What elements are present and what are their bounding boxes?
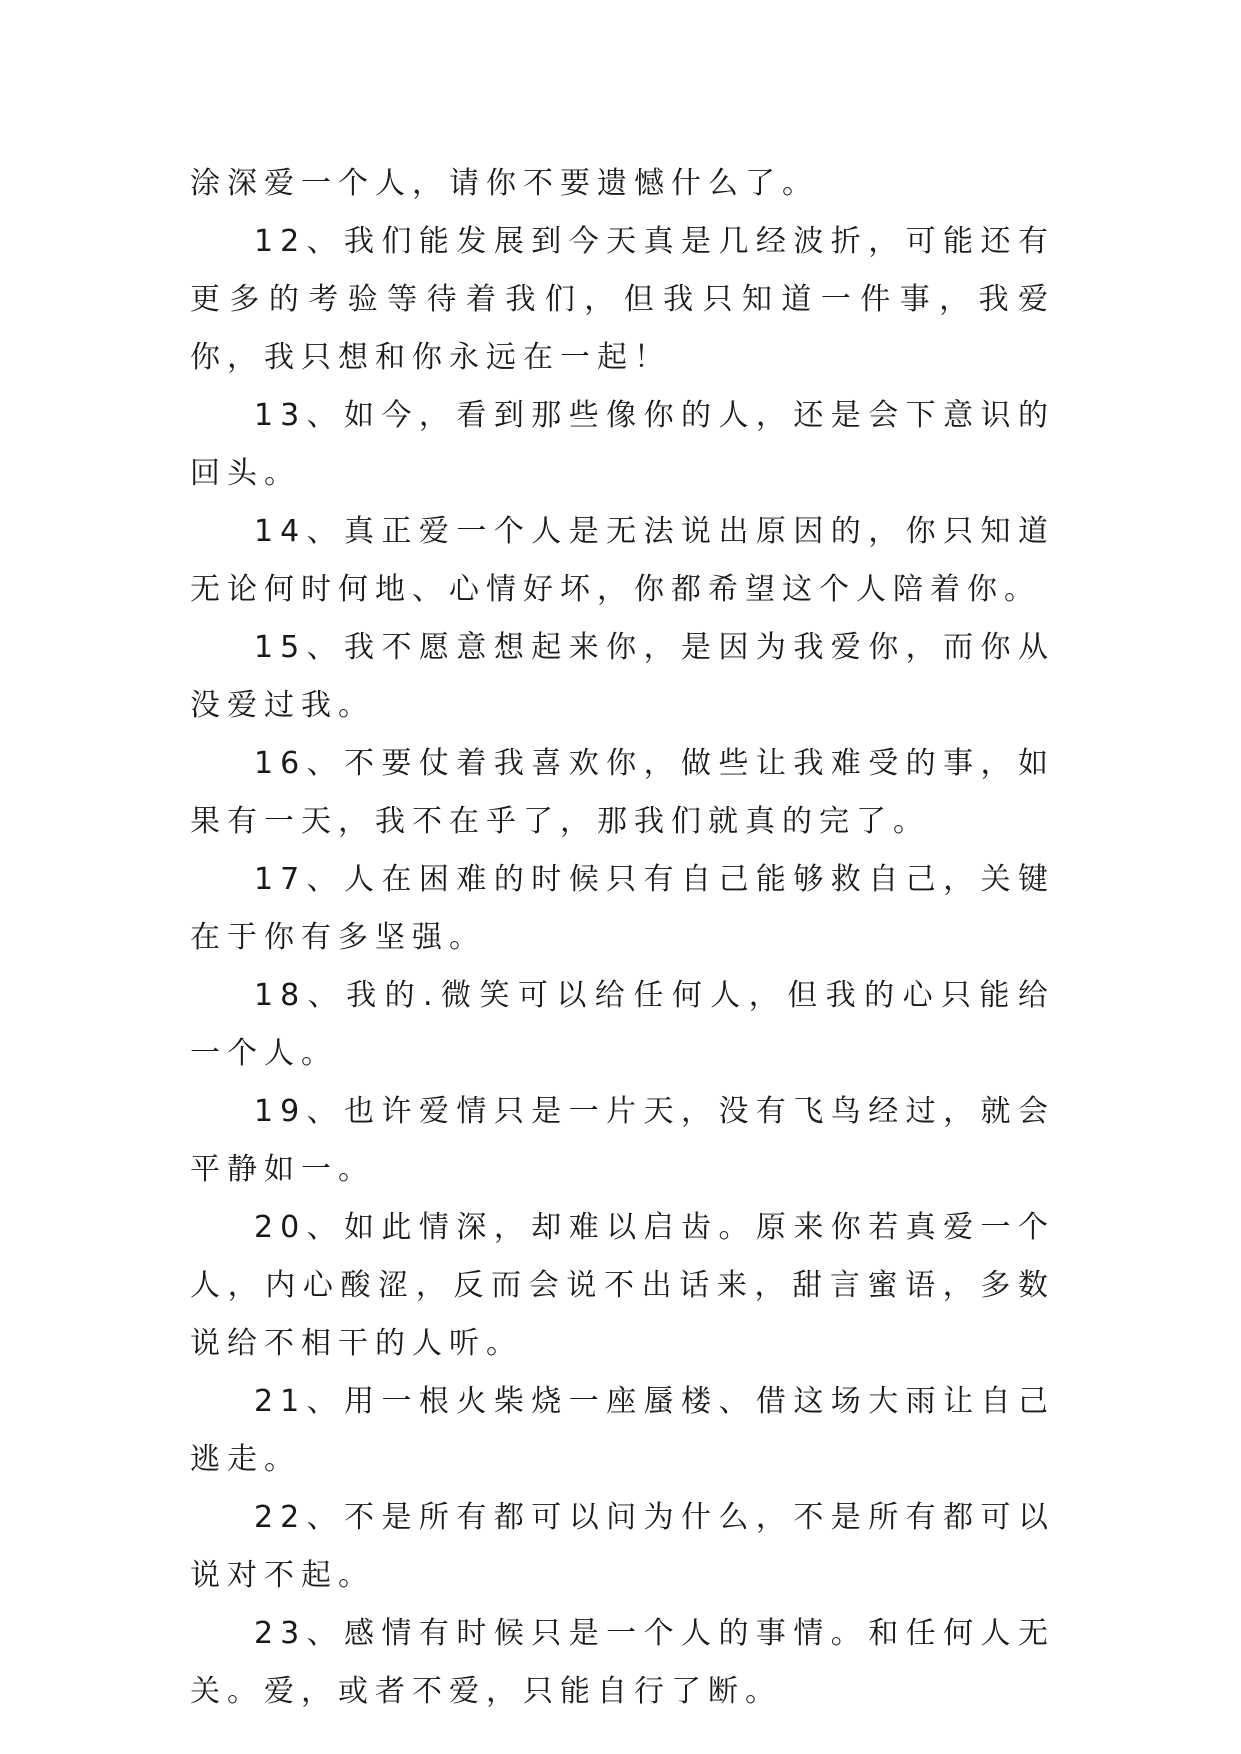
paragraph-12: 12、我们能发展到今天真是几经波折，可能还有更多的考验等待着我们，但我只知道一件事，我爱你，我只想和你永远在一起！ (190, 224, 1055, 375)
paragraph-21: 21、用一根火柴烧一座蜃楼、借这场大雨让自己逃走。 (190, 1384, 1055, 1477)
document-body (190, 155, 1055, 1721)
paragraph-18: 18、我的.微笑可以给任何人，但我的心只能给一个人。 (190, 978, 1055, 1071)
paragraph-23: 23、感情有时候只是一个人的事情。和任何人无关。爱，或者不爱，只能自行了断。 (190, 1616, 1055, 1709)
paragraph-16: 16、不要仗着我喜欢你，做些让我难受的事，如果有一天，我不在乎了，那我们就真的完了。 (190, 746, 1055, 839)
paragraph-15: 15、我不愿意想起来你，是因为我爱你，而你从没爱过我。 (190, 630, 1055, 723)
paragraph-20: 20、如此情深，却难以启齿。原来你若真爱一个人，内心酸涩，反而会说不出话来，甜言蜜语，多数说给不相干的人听。 (190, 1210, 1055, 1361)
paragraph-19: 19、也许爱情只是一片天，没有飞鸟经过，就会平静如一。 (190, 1094, 1055, 1187)
paragraph-continuation: 涂深爱一个人，请你不要遗憾什么了。 (190, 166, 819, 201)
paragraph-17: 17、人在困难的时候只有自己能够救自己，关键在于你有多坚强。 (190, 862, 1055, 955)
paragraph-14: 14、真正爱一个人是无法说出原因的，你只知道无论何时何地、心情好坏，你都希望这个人陪着你。 (190, 514, 1055, 607)
paragraph-13: 13、如今，看到那些像你的人，还是会下意识的回头。 (190, 398, 1055, 491)
paragraph-22: 22、不是所有都可以问为什么，不是所有都可以说对不起。 (190, 1500, 1055, 1593)
